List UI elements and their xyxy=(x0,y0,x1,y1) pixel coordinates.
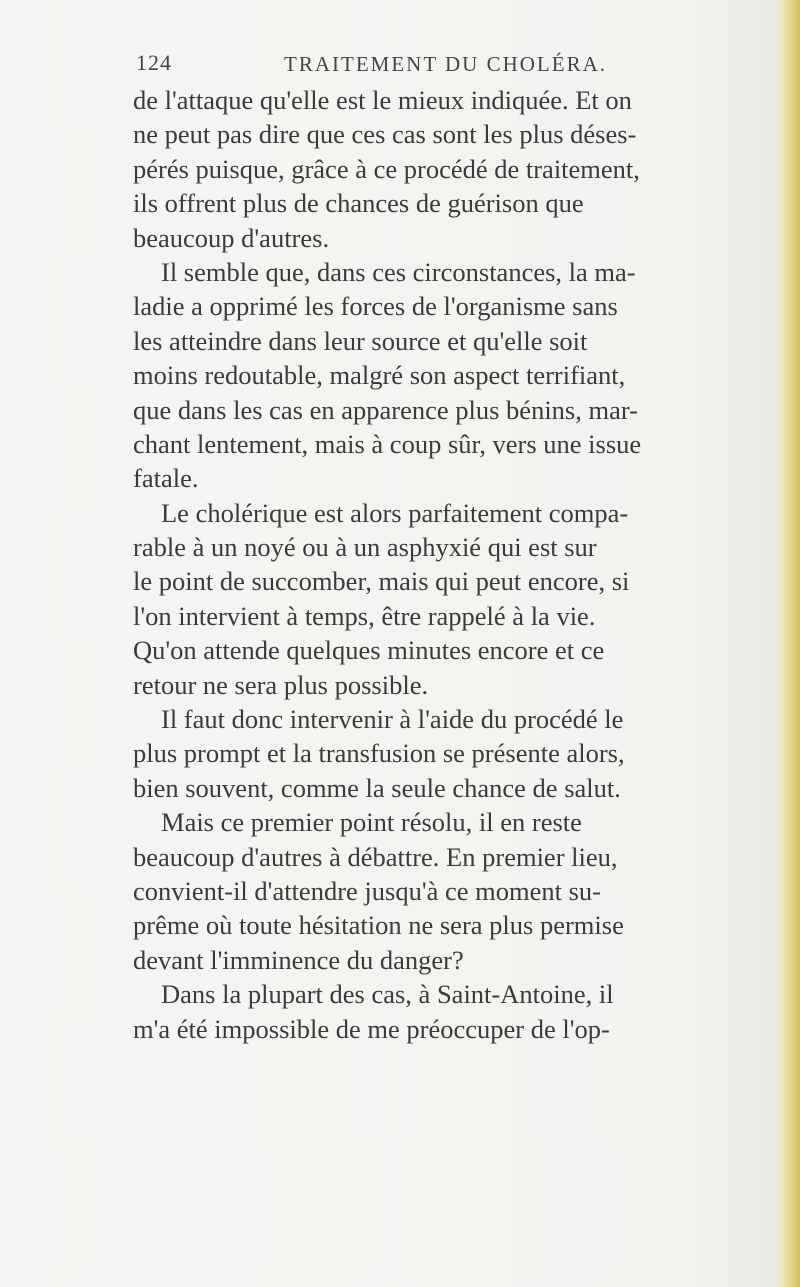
text-line: Dans la plupart des cas, à Saint-Antoine, il xyxy=(161,979,614,1010)
text-line: chant lentement, mais à coup sûr, vers une issue xyxy=(133,428,642,459)
text-line: le point de succomber, mais qui peut encore, si xyxy=(133,566,630,597)
text-line: de l'attaque qu'elle est le mieux indiquée. Et on xyxy=(133,85,632,115)
text-line: Le cholérique est alors parfaitement compa- xyxy=(161,497,629,528)
page-header xyxy=(136,50,736,84)
text-line: m'a été impossible de me préoccuper de l'op- xyxy=(133,1013,610,1044)
text-line: rable à un noyé ou à un asphyxié qui est sur xyxy=(133,532,597,563)
text-line: moins redoutable, malgré son aspect terrifiant, xyxy=(133,360,626,391)
text-line: bien souvent, comme la seule chance de salut. xyxy=(133,772,621,803)
page-number: 124 xyxy=(136,50,172,75)
text-line: fatale. xyxy=(133,463,199,494)
text-line: pérés puisque, grâce à ce procédé de traitement, xyxy=(133,153,640,184)
text-line: ladie a opprimé les forces de l'organisme sans xyxy=(133,291,618,322)
text-line: beaucoup d'autres. xyxy=(133,222,330,253)
text-line: ils offrent plus de chances de guérison que xyxy=(133,188,584,219)
text-line: plus prompt et la transfusion se présente alors, xyxy=(133,738,625,769)
text-line: Il faut donc intervenir à l'aide du procédé le xyxy=(161,704,624,735)
text-line: convient-il d'attendre jusqu'à ce moment su- xyxy=(133,875,602,906)
text-line: Il semble que, dans ces circonstances, la ma- xyxy=(161,256,636,287)
text-line: ne peut pas dire que ces cas sont les plus déses- xyxy=(133,119,637,150)
text-line: l'on intervient à temps, être rappelé à la vie. xyxy=(133,600,596,631)
text-line: les atteindre dans leur source et qu'elle soit xyxy=(133,325,588,356)
text-line: Qu'on attende quelques minutes encore et ce xyxy=(133,635,605,666)
body-text xyxy=(133,83,733,1046)
text-line: retour ne sera plus possible. xyxy=(133,669,429,700)
text-line: que dans les cas en apparence plus bénins, mar- xyxy=(133,394,638,425)
text-line: prême où toute hésitation ne sera plus permise xyxy=(133,910,624,941)
text-line: devant l'imminence du danger? xyxy=(133,944,464,975)
text-line: Mais ce premier point résolu, il en reste xyxy=(161,807,582,838)
text-line: beaucoup d'autres à débattre. En premier lieu, xyxy=(133,841,618,872)
page-edge xyxy=(774,0,800,1287)
running-title: TRAITEMENT DU CHOLÉRA. xyxy=(284,52,608,76)
